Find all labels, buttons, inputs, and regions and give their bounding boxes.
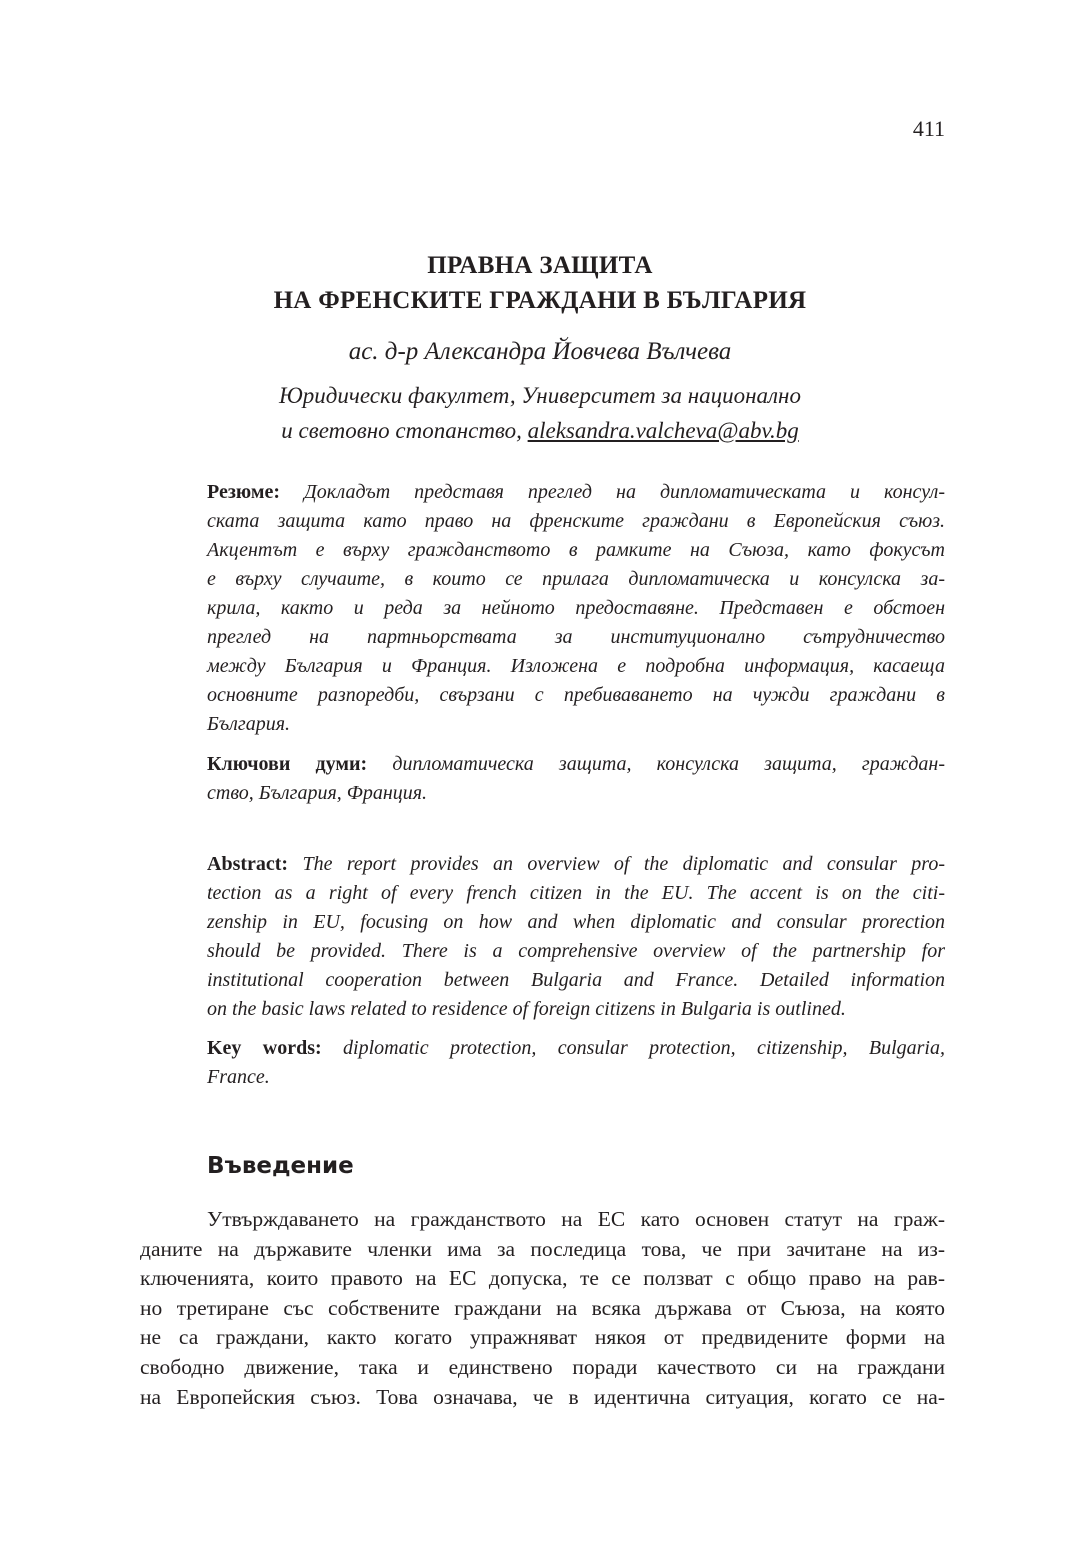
section-heading: Въведение — [207, 1153, 354, 1179]
title-line-2: НА ФРЕНСКИТЕ ГРАЖДАНИ В БЪЛГАРИЯ — [273, 287, 807, 314]
abstract-line: institutional cooperation between Bulgaria and France. Detailed information — [207, 969, 945, 991]
title-line-1: ПРАВНА ЗАЩИТА — [427, 252, 653, 279]
body-line: даните на държавите членки има за последица това, че при зачитане на из- — [140, 1236, 945, 1261]
summary-line: Акцентът е върху гражданството в рамките на Съюза, като фокусът — [207, 539, 945, 561]
body-line: не са граждани, както когато упражняват някоя от предвидените форми на — [140, 1325, 945, 1350]
body-line: на Европейския съюз. Това означава, че в идентична ситуация, когато се на- — [140, 1384, 945, 1409]
keywords-bg — [207, 750, 945, 808]
summary-line: ската защита като право на френските граждани в Европейския съюз. — [207, 510, 945, 532]
affiliation-email-line — [0, 418, 1080, 444]
summary-line: крила, както и реда за нейното предоставяне. Представен е обстоен — [207, 597, 945, 619]
abstract-line: The report provides an overview of the diplomatic and consular pro- — [288, 853, 945, 875]
abstract-line: zenship in EU, focusing on how and when diplomatic and consular prorection — [207, 911, 945, 933]
keywords-en-line: France. — [207, 1066, 270, 1088]
summary-line: между България и Франция. Изложена е подробна информация, касаеща — [207, 655, 945, 677]
abstract-label: Abstract: — [207, 853, 289, 875]
affiliation: Юридически факултет, Университет за национално — [279, 383, 801, 408]
summary-line: Докладът представя преглед на дипломатическата и консул- — [280, 481, 945, 503]
body-line: Утвърждаването на гражданството на ЕС като основен статут на граж- — [207, 1207, 945, 1231]
summary-line: основните разпоредби, свързани с пребиваването на чужди граждани в — [207, 684, 945, 706]
keywords-en-line: diplomatic protection, consular protection, citizenship, Bulgaria, — [321, 1037, 945, 1059]
keywords-line: ство, България, Франция. — [207, 782, 428, 804]
summary-line: е върху случаите, в които се прилага дипломатическа и консулска за- — [207, 568, 945, 590]
email-link[interactable]: aleksandra.valcheva@abv.bg — [527, 418, 799, 443]
abstract-en — [207, 850, 945, 1024]
affiliation-line-2: и световно стопанство, — [281, 418, 528, 443]
abstract-line: on the basic laws related to residence of foreign citizens in Bulgaria is outlined. — [207, 998, 846, 1020]
summary-label: Резюме: — [207, 481, 281, 503]
body-paragraph — [140, 1205, 945, 1412]
keywords-en-label: Key words: — [207, 1037, 322, 1059]
body-line: ключенията, които правото на ЕС допуска, те се ползват с общо право на рав- — [140, 1266, 945, 1291]
summary-line: България. — [207, 713, 290, 735]
author: ас. д-р Александра Йовчева Вълчева — [348, 338, 732, 365]
abstract-line: tection as a right of every french citizen in the EU. The accent is on the citi- — [207, 882, 945, 904]
summary-line: преглед на партньорствата за институционално сътрудничество — [207, 626, 945, 648]
keywords-label: Ключови думи: — [207, 753, 368, 775]
page-number: 411 — [912, 116, 945, 141]
abstract-line: should be provided. There is a comprehensive overview of the partnership for — [207, 940, 945, 962]
summary-bg — [207, 478, 945, 739]
body-line: но третиране със собствените граждани на всяка държава от Съюза, на която — [140, 1295, 945, 1320]
keywords-line: дипломатическа защита, консулска защита, граждан- — [367, 753, 945, 775]
body-line: свободно движение, така и единствено поради качеството си на граждани — [140, 1354, 945, 1379]
keywords-en — [207, 1034, 945, 1092]
